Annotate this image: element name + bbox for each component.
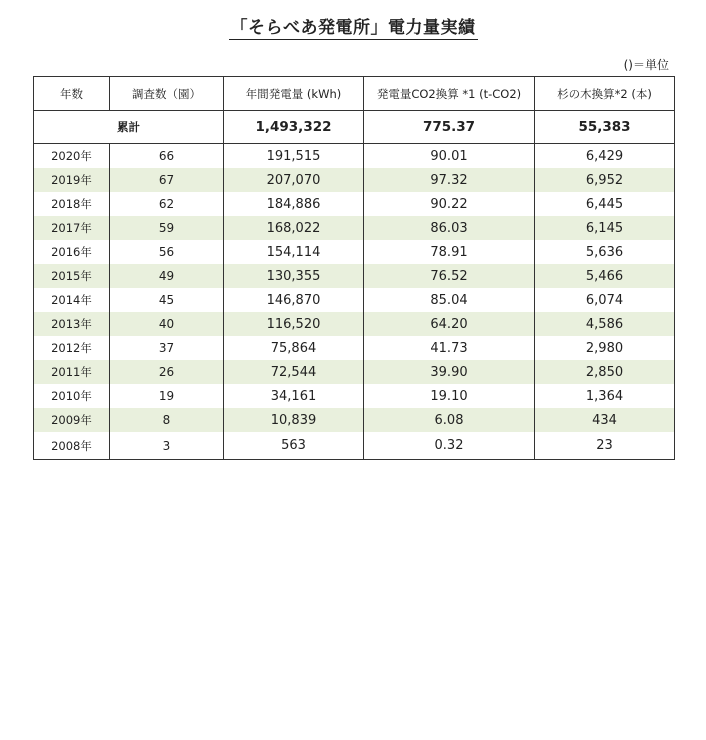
row-count: 56 xyxy=(110,240,224,264)
table-row xyxy=(34,432,675,460)
row-generation: 191,515 xyxy=(224,144,364,169)
table-body xyxy=(34,111,675,460)
row-co2: 64.20 xyxy=(364,312,535,336)
row-count: 49 xyxy=(110,264,224,288)
row-count: 40 xyxy=(110,312,224,336)
row-co2: 76.52 xyxy=(364,264,535,288)
total-generation: 1,493,322 xyxy=(224,111,364,144)
table-row xyxy=(34,360,675,384)
table-row xyxy=(34,288,675,312)
generation-table xyxy=(33,76,675,460)
table-row xyxy=(34,168,675,192)
table-row xyxy=(34,384,675,408)
row-trees: 6,429 xyxy=(535,144,675,169)
row-trees: 23 xyxy=(535,432,675,460)
row-trees: 1,364 xyxy=(535,384,675,408)
total-trees: 55,383 xyxy=(535,111,675,144)
table-row xyxy=(34,240,675,264)
row-year: 2018年 xyxy=(34,192,110,216)
header-generation: 年間発電量 (kWh) xyxy=(224,77,364,111)
table-row xyxy=(34,336,675,360)
row-trees: 2,850 xyxy=(535,360,675,384)
row-year: 2015年 xyxy=(34,264,110,288)
header-co2: 発電量CO2換算 *1 (t-CO2) xyxy=(364,77,535,111)
row-generation: 34,161 xyxy=(224,384,364,408)
row-year: 2008年 xyxy=(34,432,110,460)
row-co2: 19.10 xyxy=(364,384,535,408)
row-co2: 41.73 xyxy=(364,336,535,360)
row-generation: 10,839 xyxy=(224,408,364,432)
page-title xyxy=(0,13,706,38)
row-co2: 90.01 xyxy=(364,144,535,169)
row-generation: 207,070 xyxy=(224,168,364,192)
row-year: 2016年 xyxy=(34,240,110,264)
row-co2: 6.08 xyxy=(364,408,535,432)
table-row xyxy=(34,312,675,336)
table-header xyxy=(34,77,675,111)
total-co2: 775.37 xyxy=(364,111,535,144)
row-trees: 6,952 xyxy=(535,168,675,192)
row-count: 66 xyxy=(110,144,224,169)
row-count: 45 xyxy=(110,288,224,312)
row-trees: 6,445 xyxy=(535,192,675,216)
row-co2: 90.22 xyxy=(364,192,535,216)
row-co2: 86.03 xyxy=(364,216,535,240)
table-row xyxy=(34,408,675,432)
header-year: 年数 xyxy=(34,77,110,111)
row-co2: 0.32 xyxy=(364,432,535,460)
row-count: 3 xyxy=(110,432,224,460)
header-trees: 杉の木換算*2 (本) xyxy=(535,77,675,111)
row-year: 2012年 xyxy=(34,336,110,360)
row-count: 19 xyxy=(110,384,224,408)
row-co2: 85.04 xyxy=(364,288,535,312)
row-year: 2013年 xyxy=(34,312,110,336)
row-co2: 78.91 xyxy=(364,240,535,264)
row-trees: 5,466 xyxy=(535,264,675,288)
row-generation: 116,520 xyxy=(224,312,364,336)
row-generation: 75,864 xyxy=(224,336,364,360)
row-year: 2019年 xyxy=(34,168,110,192)
row-count: 37 xyxy=(110,336,224,360)
title-text: 「そらべあ発電所」電力量実績 xyxy=(230,18,476,38)
row-year: 2011年 xyxy=(34,360,110,384)
row-generation: 184,886 xyxy=(224,192,364,216)
header-count: 調査数（園） xyxy=(110,77,224,111)
row-trees: 6,145 xyxy=(535,216,675,240)
row-generation: 72,544 xyxy=(224,360,364,384)
row-generation: 563 xyxy=(224,432,364,460)
row-generation: 130,355 xyxy=(224,264,364,288)
row-count: 8 xyxy=(110,408,224,432)
table-row xyxy=(34,192,675,216)
row-trees: 2,980 xyxy=(535,336,675,360)
row-count: 59 xyxy=(110,216,224,240)
row-year: 2009年 xyxy=(34,408,110,432)
total-label: 累計 xyxy=(34,111,224,144)
table-row xyxy=(34,264,675,288)
header-row xyxy=(34,77,675,111)
row-generation: 146,870 xyxy=(224,288,364,312)
row-trees: 434 xyxy=(535,408,675,432)
row-count: 67 xyxy=(110,168,224,192)
row-trees: 4,586 xyxy=(535,312,675,336)
row-co2: 39.90 xyxy=(364,360,535,384)
unit-note: ()＝単位 xyxy=(623,58,669,72)
table-row xyxy=(34,144,675,169)
row-year: 2017年 xyxy=(34,216,110,240)
row-trees: 5,636 xyxy=(535,240,675,264)
total-row xyxy=(34,111,675,144)
row-trees: 6,074 xyxy=(535,288,675,312)
row-generation: 154,114 xyxy=(224,240,364,264)
table-row xyxy=(34,216,675,240)
row-co2: 97.32 xyxy=(364,168,535,192)
row-year: 2014年 xyxy=(34,288,110,312)
row-year: 2020年 xyxy=(34,144,110,169)
row-year: 2010年 xyxy=(34,384,110,408)
row-generation: 168,022 xyxy=(224,216,364,240)
row-count: 62 xyxy=(110,192,224,216)
row-count: 26 xyxy=(110,360,224,384)
